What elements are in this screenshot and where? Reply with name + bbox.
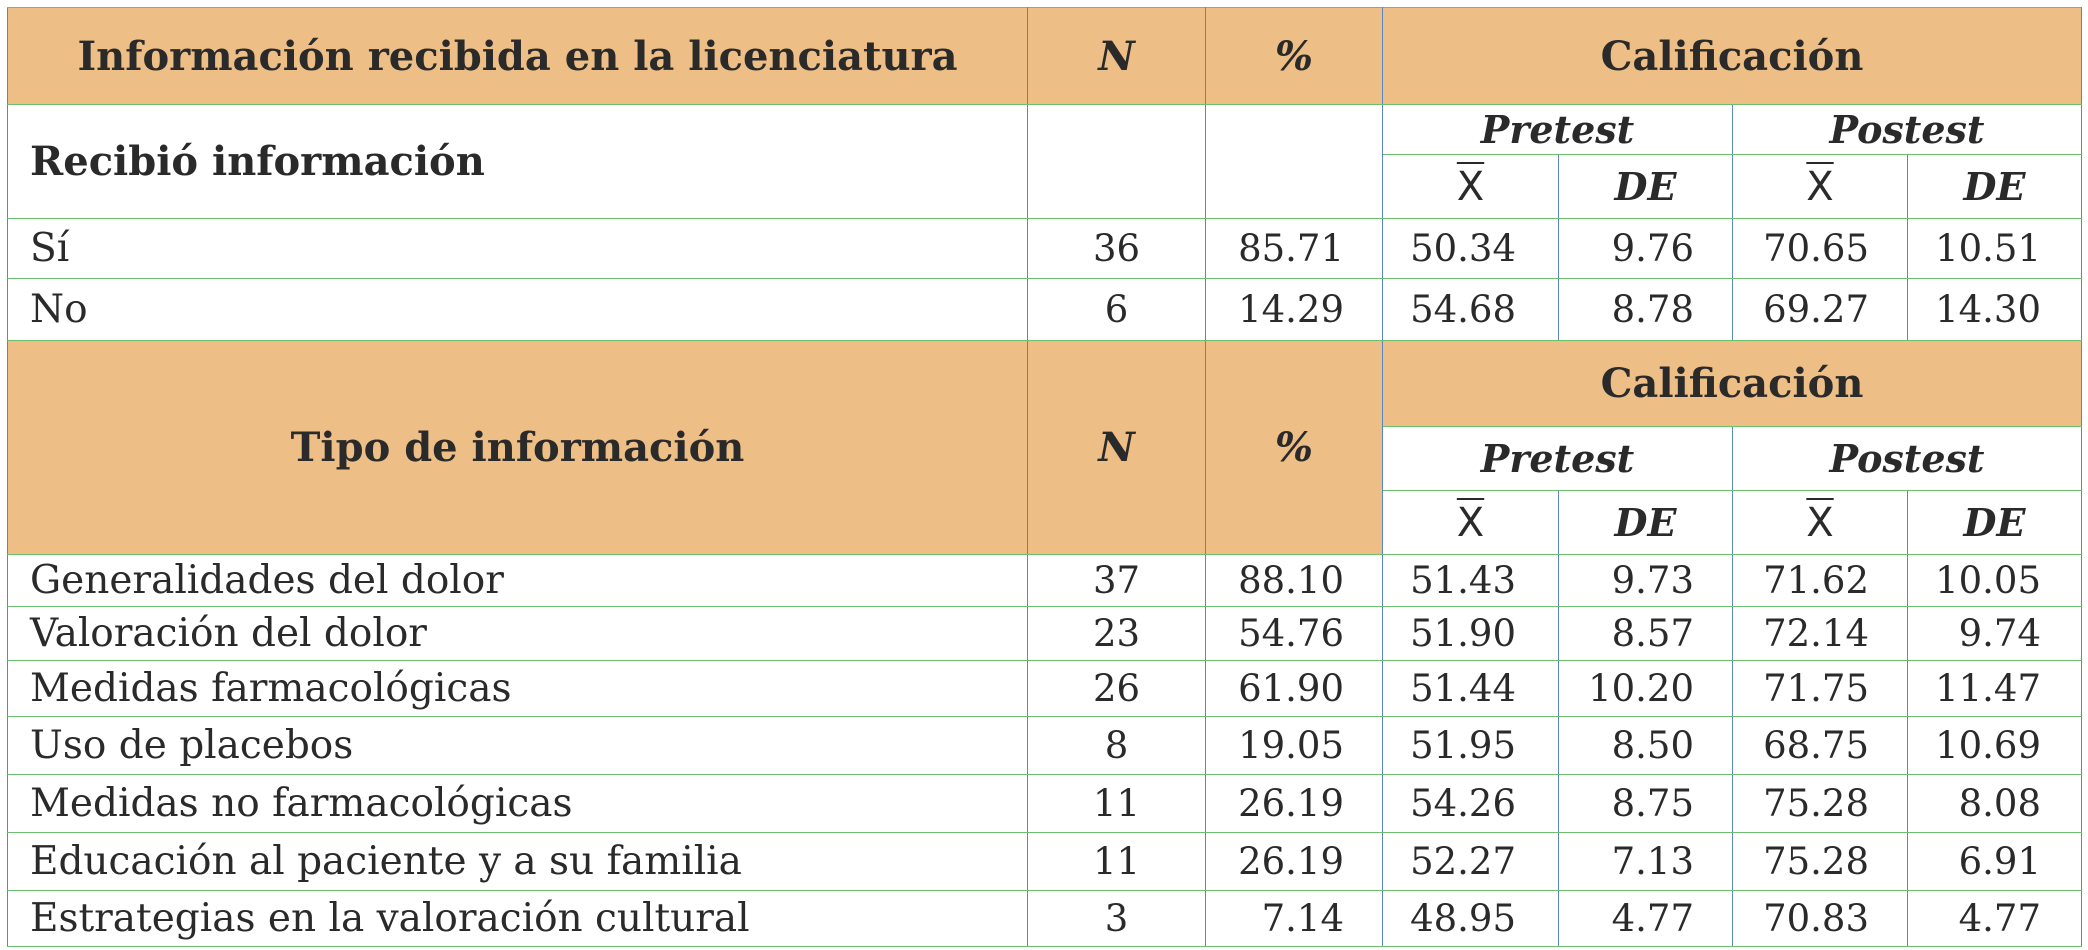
cell-pretest-de: 8.50 [1559,717,1733,775]
header-n: N [1028,8,1206,105]
table-row [8,891,2082,947]
cell-postest-de: 11.47 [1908,661,2082,717]
header-tipo-informacion: Tipo de información [8,341,1028,555]
cell-percent: 61.90 [1206,661,1383,717]
cell-percent: 26.19 [1206,833,1383,891]
table-row [8,833,2082,891]
table-row [8,555,2082,607]
cell-pretest-de: 8.75 [1559,775,1733,833]
cell-pretest-mean: 51.90 [1383,607,1559,661]
mean-symbol: $\overline{X}$ [1456,499,1485,546]
header-row-2 [8,341,2082,427]
row-label: Medidas no farmacológicas [8,775,1028,833]
cell-percent: 54.76 [1206,607,1383,661]
mean-symbol: $\overline{X}$ [1806,163,1834,210]
cell-n: 11 [1028,775,1206,833]
table-row [8,607,2082,661]
cell-postest-mean: 71.75 [1733,661,1908,717]
subheader-row-1a [8,105,2082,155]
pretest-de-header: DE [1559,155,1733,219]
cell-pretest-de: 7.13 [1559,833,1733,891]
label-recibio-informacion: Recibió información [8,105,1028,219]
cell-pretest-mean: 48.95 [1383,891,1559,947]
cell-pretest-mean: 51.43 [1383,555,1559,607]
pretest-mean-header-2 [1383,491,1559,555]
cell-percent: 14.29 [1206,279,1383,341]
cell-postest-mean: 75.28 [1733,775,1908,833]
cell-postest-de: 9.74 [1908,607,2082,661]
cell-postest-mean: 69.27 [1733,279,1908,341]
cell-pretest-mean: 54.26 [1383,775,1559,833]
header-pretest-2: Pretest [1383,427,1733,491]
header-calificacion: Calificación [1383,8,2082,105]
row-label: Sí [8,219,1028,279]
header-postest: Postest [1733,105,2082,155]
cell-postest-de: 10.51 [1908,219,2082,279]
postest-de-header-2: DE [1908,491,2082,555]
cell-percent: 7.14 [1206,891,1383,947]
cell-n: 37 [1028,555,1206,607]
cell-postest-mean: 68.75 [1733,717,1908,775]
table-row [8,775,2082,833]
pretest-mean-header [1383,155,1559,219]
table-row [8,279,2082,341]
header-percent: % [1206,8,1383,105]
cell-percent: 26.19 [1206,775,1383,833]
cell-pretest-de: 8.57 [1559,607,1733,661]
header-calificacion-2: Calificación [1383,341,2082,427]
row-label: Uso de placebos [8,717,1028,775]
cell-postest-mean: 70.83 [1733,891,1908,947]
header-n-2: N [1028,341,1206,555]
cell-postest-mean: 75.28 [1733,833,1908,891]
header-pretest: Pretest [1383,105,1733,155]
cell-percent: 88.10 [1206,555,1383,607]
cell-postest-mean: 70.65 [1733,219,1908,279]
cell-pretest-de: 10.20 [1559,661,1733,717]
row-label: Generalidades del dolor [8,555,1028,607]
cell-n: 8 [1028,717,1206,775]
header-percent-2: % [1206,341,1383,555]
mean-symbol: $\overline{X}$ [1806,499,1834,546]
cell-percent: 19.05 [1206,717,1383,775]
cell-percent: 85.71 [1206,219,1383,279]
postest-mean-header-2 [1733,491,1908,555]
header-postest-2: Postest [1733,427,2082,491]
cell-postest-de: 10.05 [1908,555,2082,607]
cell-pretest-de: 9.73 [1559,555,1733,607]
cell-postest-de: 8.08 [1908,775,2082,833]
blank-percent-cell [1206,105,1383,219]
cell-pretest-mean: 51.44 [1383,661,1559,717]
cell-pretest-de: 4.77 [1559,891,1733,947]
cell-pretest-mean: 50.34 [1383,219,1559,279]
cell-pretest-de: 8.78 [1559,279,1733,341]
cell-n: 26 [1028,661,1206,717]
mean-symbol: $\overline{X}$ [1456,163,1485,210]
table-row [8,219,2082,279]
cell-postest-mean: 72.14 [1733,607,1908,661]
row-label: Estrategias en la valoración cultural [8,891,1028,947]
pretest-de-header-2: DE [1559,491,1733,555]
row-label: Educación al paciente y a su familia [8,833,1028,891]
postest-de-header: DE [1908,155,2082,219]
postest-mean-header [1733,155,1908,219]
cell-n: 23 [1028,607,1206,661]
cell-n: 6 [1028,279,1206,341]
row-label: No [8,279,1028,341]
cell-postest-mean: 71.62 [1733,555,1908,607]
cell-postest-de: 4.77 [1908,891,2082,947]
cell-n: 3 [1028,891,1206,947]
header-info-recibida: Información recibida en la licenciatura [8,8,1028,105]
cell-n: 11 [1028,833,1206,891]
cell-n: 36 [1028,219,1206,279]
table-row [8,717,2082,775]
cell-pretest-de: 9.76 [1559,219,1733,279]
table-row [8,661,2082,717]
row-label: Medidas farmacológicas [8,661,1028,717]
cell-postest-de: 14.30 [1908,279,2082,341]
cell-pretest-mean: 54.68 [1383,279,1559,341]
row-label: Valoración del dolor [8,607,1028,661]
cell-postest-de: 6.91 [1908,833,2082,891]
blank-n-cell [1028,105,1206,219]
header-row-1 [8,8,2082,105]
cell-pretest-mean: 52.27 [1383,833,1559,891]
cell-postest-de: 10.69 [1908,717,2082,775]
results-table [7,7,2082,947]
cell-pretest-mean: 51.95 [1383,717,1559,775]
